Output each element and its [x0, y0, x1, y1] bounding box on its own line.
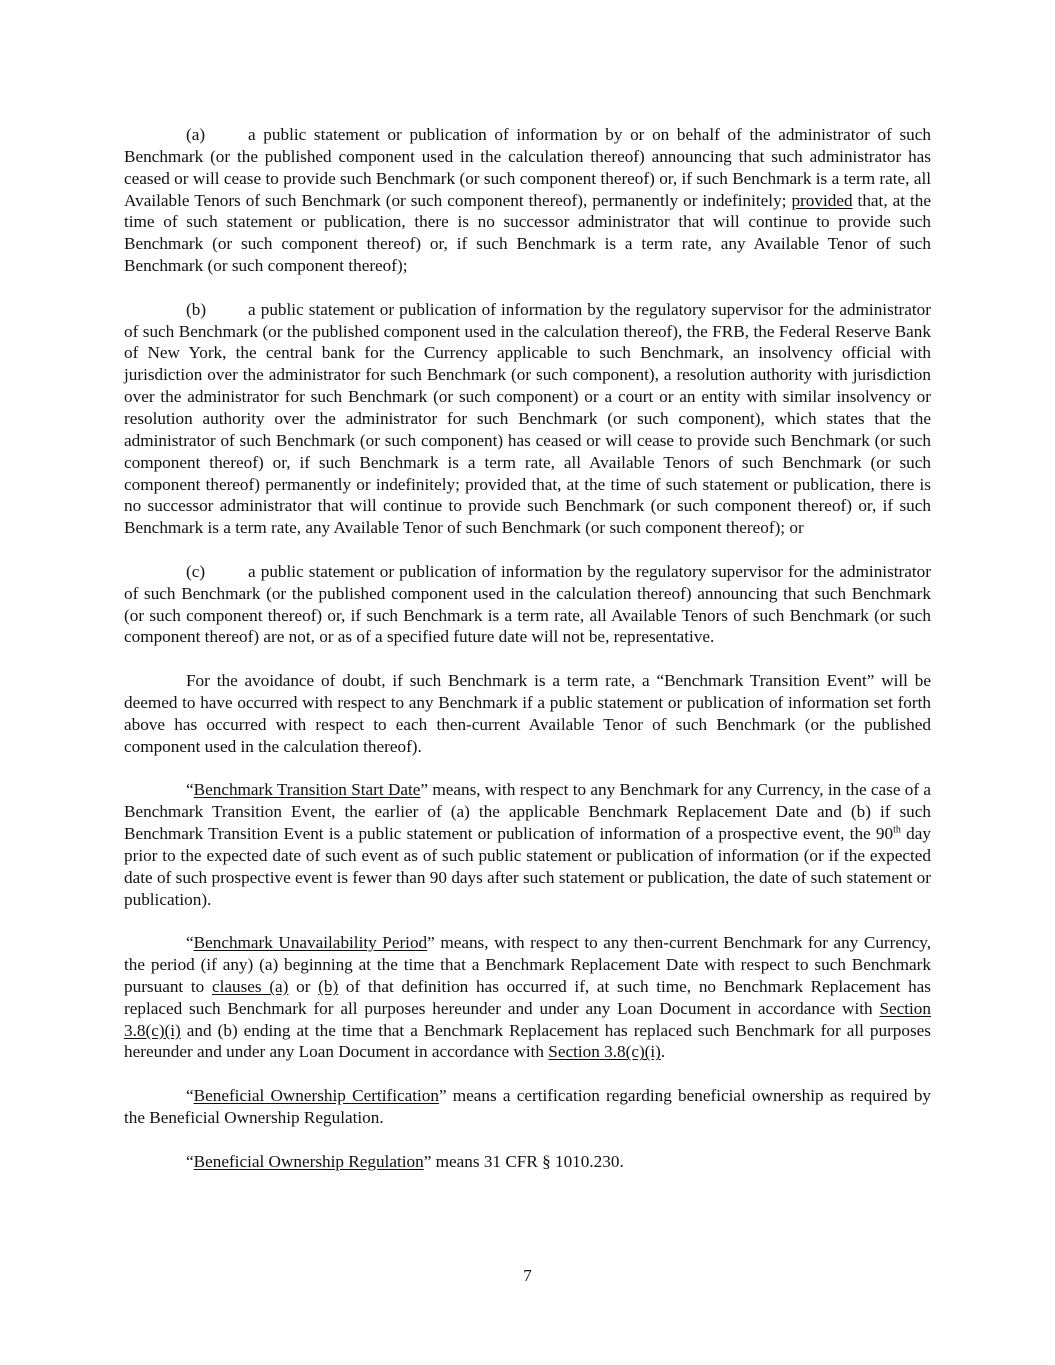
open-quote: “ [186, 933, 194, 953]
clause-b-text: a public statement or publication of information by the regulatory supervisor for the administrator of such Benchmark (or the published component used in the calculation thereof), the FRB, the Federal Reserve Bank of New York, the central bank for the Currency applicable to such Benchmark, an insolvency official with jurisdiction over the administrator for such Benchmark (or such component), a resolution authority with jurisdiction over the administrator for such Benchmark (or such component) or a court or an entity with similar insolvency or resolution authority over the administrator for such Benchmark (or such component), which states that the administrator of such Benchmark (or such component) has ceased or will cease to provide such Benchmark (or such component thereof) or, if such Benchmark is a term rate, all Available Tenors of such Benchmark (or such component thereof) permanently or indefinitely; provided that, at the time of such statement or publication, there is no successor administrator that will continue to provide such Benchmark (or such component thereof) or, if such Benchmark is a term rate, any Available Tenor of such Benchmark (or such component thereof); or [124, 299, 931, 538]
definition-text-end: . [660, 1042, 666, 1062]
conjunction-text: or [288, 976, 319, 996]
defined-term: Benchmark Transition Start Date [193, 780, 421, 800]
avoidance-of-doubt-paragraph: For the avoidance of doubt, if such Benchmark is a term rate, a “Benchmark Transition Event” will be deemed to have occurred with respect to any Benchmark if a public statement or publication of information set forth above has occurred with respect to each then-current Available Tenor of such Benchmark (or the published component used in the calculation thereof). [124, 671, 931, 756]
clause-a [124, 124, 931, 277]
open-quote: “ [186, 780, 194, 800]
clause-b-label: (b) [186, 299, 207, 319]
clause-a-text-before: a public statement or publication of information by or on behalf of the administrator of such Benchmark (or the published component used in the calculation thereof) announcing that such administrator has ceased or will cease to provide such Benchmark (or such component thereof) or, if such Benchmark is a term rate, all Available Tenors of such Benchmark (or such component thereof), permanently or indefinitely; [124, 125, 931, 210]
provided-term: provided [791, 190, 853, 210]
definition-beneficial-ownership-regulation [124, 1151, 931, 1173]
clause-b [124, 299, 931, 539]
definition-text-2: of that definition has occurred if, at such time, no Benchmark Replacement has replaced such Benchmark for all purposes hereunder and under any Loan Document in accordance with [124, 976, 931, 1018]
clause-c [124, 561, 931, 648]
definition-text: ” means 31 CFR § 1010.230. [423, 1151, 624, 1171]
defined-term: Beneficial Ownership Regulation [193, 1151, 424, 1171]
open-quote: “ [186, 1151, 194, 1171]
definition-beneficial-ownership-certification [124, 1085, 931, 1129]
definition-text: ” means a certification regarding beneficial ownership as required by the Beneficial Ownership Regulation. [124, 1086, 932, 1127]
cross-reference-b: (b) [318, 976, 339, 996]
page-number: 7 [523, 1266, 532, 1285]
defined-term: Beneficial Ownership Certification [193, 1086, 439, 1106]
open-quote: “ [186, 1086, 194, 1106]
clause-c-text: a public statement or publication of information by the regulatory supervisor for the administrator of such Benchmark (or the published component used in the calculation thereof) announcing that such Benchmark (or such component thereof) or, if such Benchmark is a term rate, all Available Tenors of such Benchmark (or such component thereof) are not, or as of a specified future date will not be, representative. [124, 561, 931, 647]
definition-text-continued: day prior to the expected date of such event as of such public statement or publication of information (or if the expected date of such prospective event is fewer than 90 days after such statement or publication, the date of such statement or publication). [124, 824, 931, 909]
definition-benchmark-transition-start-date [124, 779, 931, 910]
definition-text: ” means, with respect to any Benchmark for any Currency, in the case of a Benchmark Transition Event, the earlier of (a) the applicable Benchmark Replacement Date and (b) if such Benchmark Transition Event is a public statement or publication of information of a prospective event, the 90 [124, 780, 931, 843]
clause-c-label: (c) [186, 561, 206, 581]
cross-reference-section-1: Section 3.8(c)(i) [124, 998, 931, 1040]
cross-reference-section-2: Section 3.8(c)(i) [548, 1042, 661, 1062]
definition-text-3: and (b) ending at the time that a Benchmark Replacement has replaced such Benchmark for all purposes hereunder and under any Loan Document in accordance with [124, 1020, 931, 1062]
ordinal-superscript: th [893, 824, 901, 836]
document-body [124, 124, 931, 1173]
definition-benchmark-unavailability-period [124, 932, 931, 1063]
cross-reference-clauses-a: clauses (a) [211, 976, 289, 996]
clause-a-text-after: that, at the time of such statement or publication, there is no successor administrator that will continue to provide such Benchmark (or such component thereof) or, if such Benchmark is a term rate, any Available Tenor of such Benchmark (or such component thereof); [124, 190, 931, 276]
clause-a-label: (a) [186, 125, 206, 144]
defined-term: Benchmark Unavailability Period [193, 933, 428, 953]
definition-text: ” means, with respect to any then-current Benchmark for any Currency, the period (if any) (a) beginning at the time that a Benchmark Replacement Date with respect to such Benchmark pursuant to [124, 933, 931, 996]
